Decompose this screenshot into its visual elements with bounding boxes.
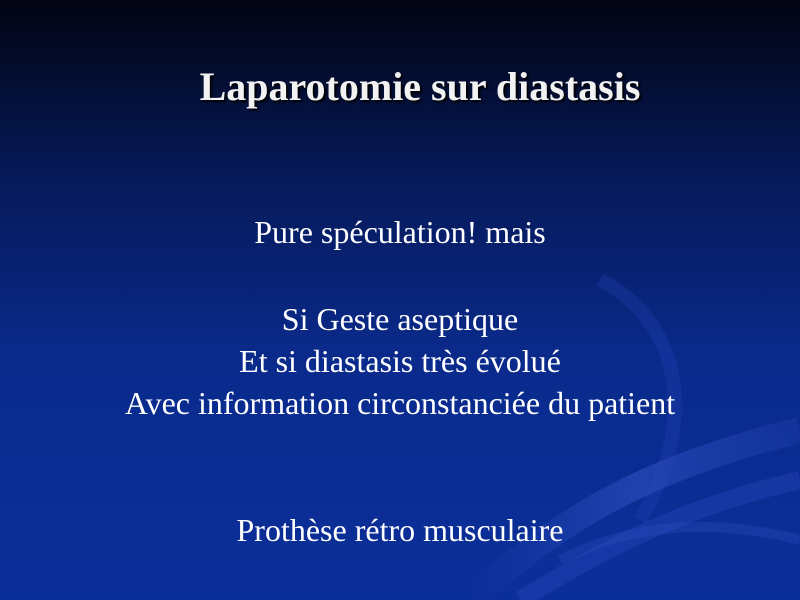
body-line-prosthesis: Prothèse rétro musculaire [236,512,564,548]
body-line-information: Avec information circonstanciée du patient [124,385,676,421]
body-line-aseptic: Si Geste aseptique [281,301,519,337]
slide-title: Laparotomie sur diastasis [199,64,641,109]
body-line-speculation: Pure spéculation! mais [254,214,546,250]
body-line-diastasis: Et si diastasis très évolué [239,343,561,379]
